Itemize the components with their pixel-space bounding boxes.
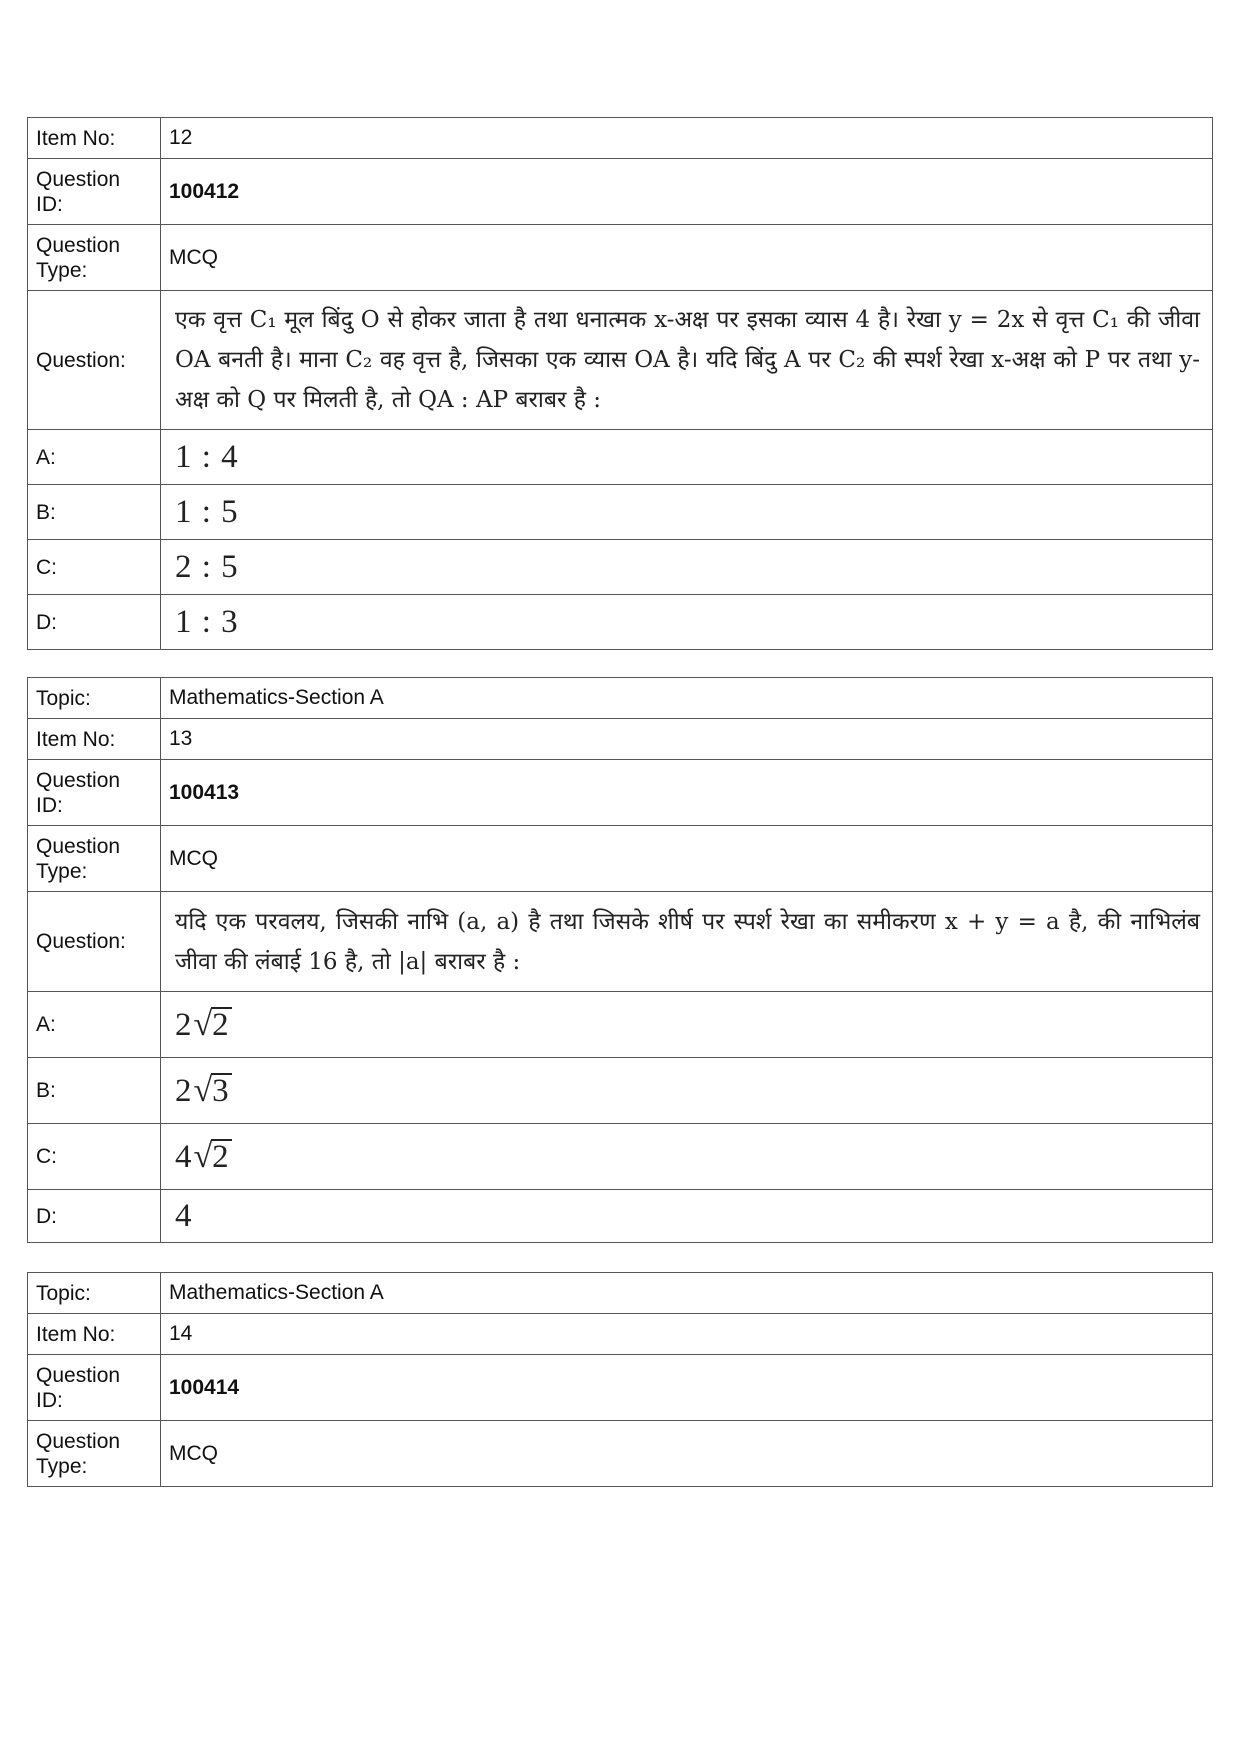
item-no-value: 14 — [161, 1314, 1213, 1355]
option-row-d — [28, 595, 1213, 650]
question-id-row — [28, 760, 1213, 826]
option-row-b — [28, 485, 1213, 540]
item-no-row — [28, 719, 1213, 760]
option-b-value — [161, 1058, 1213, 1124]
question-type-row — [28, 826, 1213, 892]
option-row-c — [28, 1124, 1213, 1190]
sqrt-symbol: √ — [193, 1137, 214, 1175]
question-type-label: Question Type: — [28, 225, 161, 291]
option-d-value: 1 : 3 — [161, 595, 1213, 650]
question-type-row — [28, 225, 1213, 291]
question-block-14 — [27, 1272, 1213, 1487]
item-no-label: Item No: — [28, 118, 161, 159]
radical-expression: 4√2 — [175, 1137, 230, 1175]
question-id-row — [28, 159, 1213, 225]
question-id-label: Question ID: — [28, 1355, 161, 1421]
item-no-row — [28, 1314, 1213, 1355]
option-d-label: D: — [28, 595, 161, 650]
option-a-value: 1 : 4 — [161, 430, 1213, 485]
option-d-label: D: — [28, 1190, 161, 1243]
option-b-label: B: — [28, 1058, 161, 1124]
topic-value: Mathematics-Section A — [161, 1273, 1213, 1314]
option-row-b — [28, 1058, 1213, 1124]
option-c-value: 2 : 5 — [161, 540, 1213, 595]
item-no-value: 12 — [161, 118, 1213, 159]
option-row-a — [28, 992, 1213, 1058]
option-a-value — [161, 992, 1213, 1058]
question-id-value: 100412 — [161, 159, 1213, 225]
option-b-label: B: — [28, 485, 161, 540]
question-text: एक वृत्त C₁ मूल बिंदु O से होकर जाता है तथा धनात्मक x-अक्ष पर इसका व्यास 4 है। रेखा y = 2x से वृत्त C₁ की जीवा OA बनती है। माना C₂ वह वृत्त है, जिसका एक व्यास OA है। यदि बिंदु A पर C₂ की स्पर्श रेखा x-अक्ष को P पर तथा y-अक्ष को Q पर मिलती है, तो QA : AP बराबर है : — [161, 291, 1213, 430]
topic-label: Topic: — [28, 678, 161, 719]
question-type-row — [28, 1421, 1213, 1487]
topic-label: Topic: — [28, 1273, 161, 1314]
option-c-value — [161, 1124, 1213, 1190]
option-b-value: 1 : 5 — [161, 485, 1213, 540]
question-row — [28, 892, 1213, 992]
option-c-label: C: — [28, 1124, 161, 1190]
radical-expression: 2√3 — [175, 1071, 230, 1109]
question-id-label: Question ID: — [28, 760, 161, 826]
question-id-row — [28, 1355, 1213, 1421]
option-a-label: A: — [28, 992, 161, 1058]
question-id-value: 100414 — [161, 1355, 1213, 1421]
question-type-value: MCQ — [161, 225, 1213, 291]
sqrt-symbol: √ — [193, 1071, 214, 1109]
question-label: Question: — [28, 291, 161, 430]
option-c-label: C: — [28, 540, 161, 595]
item-no-row — [28, 118, 1213, 159]
option-d-value: 4 — [161, 1190, 1213, 1243]
option-a-label: A: — [28, 430, 161, 485]
item-no-label: Item No: — [28, 719, 161, 760]
question-type-label: Question Type: — [28, 826, 161, 892]
option-row-d — [28, 1190, 1213, 1243]
question-block-12 — [27, 117, 1213, 650]
question-id-value: 100413 — [161, 760, 1213, 826]
item-no-label: Item No: — [28, 1314, 161, 1355]
radical-expression: 2√2 — [175, 1005, 230, 1043]
option-row-a — [28, 430, 1213, 485]
sqrt-symbol: √ — [193, 1005, 214, 1043]
question-type-value: MCQ — [161, 1421, 1213, 1487]
question-label: Question: — [28, 892, 161, 992]
question-block-13 — [27, 677, 1213, 1243]
question-text: यदि एक परवलय, जिसकी नाभि (a, a) है तथा जिसके शीर्ष पर स्पर्श रेखा का समीकरण x + y = a है, की नाभिलंब जीवा की लंबाई 16 है, तो |a| बराबर है : — [161, 892, 1213, 992]
topic-row — [28, 678, 1213, 719]
question-id-label: Question ID: — [28, 159, 161, 225]
question-type-value: MCQ — [161, 826, 1213, 892]
topic-value: Mathematics-Section A — [161, 678, 1213, 719]
question-row — [28, 291, 1213, 430]
question-type-label: Question Type: — [28, 1421, 161, 1487]
topic-row — [28, 1273, 1213, 1314]
item-no-value: 13 — [161, 719, 1213, 760]
option-row-c — [28, 540, 1213, 595]
